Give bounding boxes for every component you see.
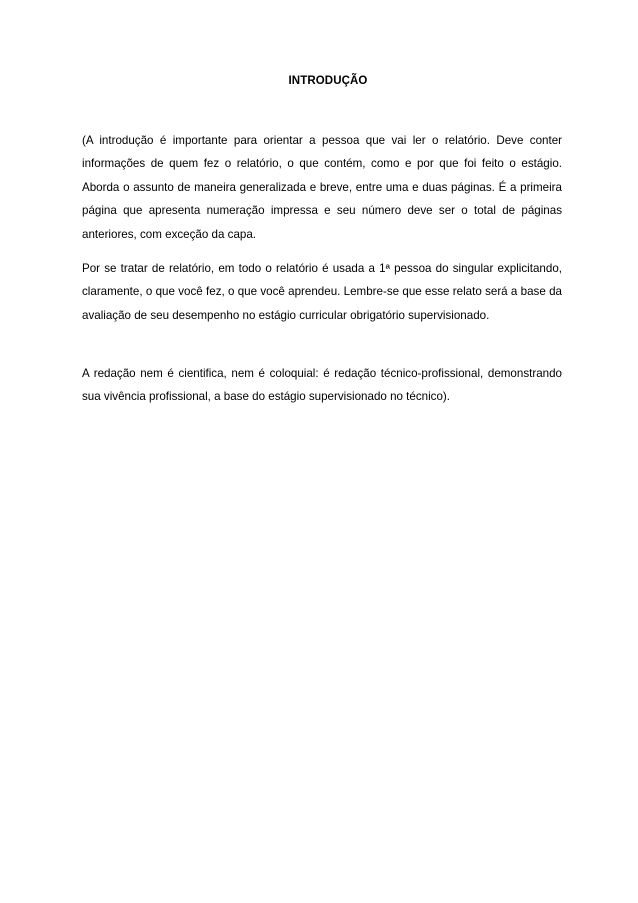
paragraph-writing-style: A redação nem é cientifica, nem é coloquial: é redação técnico-profissional, demonstrando sua vivência profissional, a base do estágio supervisionado no técnico). <box>82 367 562 404</box>
paragraph-first-person: Por se tratar de relatório, em todo o relatório é usada a 1ª pessoa do singular explicitando, claramente, o que você fez, o que você aprendeu. Lembre-se que esse relato será a base da avaliação de seu desempenho no estágio curricular obrigatório supervisionado. <box>82 262 562 322</box>
section-title: INTRODUÇÃO <box>288 75 368 87</box>
paragraph-introduction-purpose: (A introdução é importante para orientar a pessoa que vai ler o relatório. Deve conter informações de quem fez o relatório, o que contém, como e por que foi feito o estágio. Aborda o assunto de maneira generalizada e breve, entre uma e duas páginas. É a primeira página que apresenta numeração impressa e seu número deve ser o total de páginas anteriores, com exceção da capa. <box>82 134 562 241</box>
